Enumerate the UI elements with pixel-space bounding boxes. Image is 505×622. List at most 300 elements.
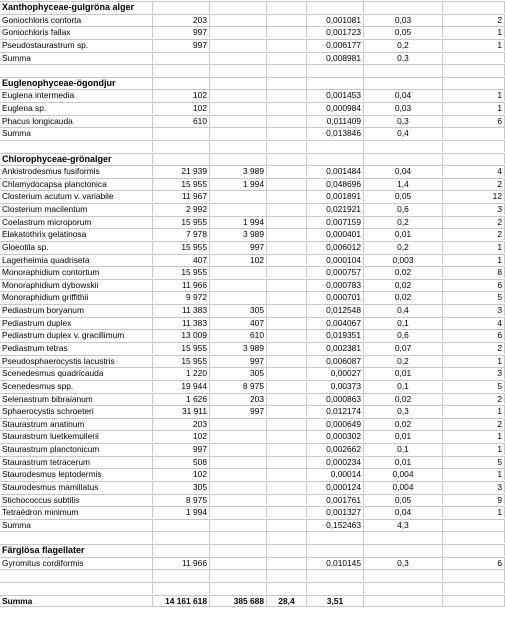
cell[interactable] — [0, 65, 152, 76]
cell[interactable]: 2 — [442, 15, 505, 26]
cell[interactable]: 1 — [442, 90, 505, 101]
cell[interactable] — [209, 482, 266, 493]
cell[interactable]: 0,6 — [363, 204, 442, 215]
cell[interactable] — [266, 305, 306, 316]
cell[interactable] — [266, 128, 306, 139]
cell[interactable] — [209, 154, 266, 165]
cell[interactable]: 1 — [442, 27, 505, 38]
cell[interactable]: 0,001891 — [306, 191, 363, 202]
cell[interactable]: 2 — [442, 419, 505, 430]
cell[interactable] — [363, 583, 442, 594]
cell[interactable] — [306, 570, 363, 581]
cell[interactable]: 1 — [442, 406, 505, 417]
cell[interactable] — [152, 570, 209, 581]
cell[interactable]: 11 383 — [152, 318, 209, 329]
cell[interactable] — [442, 583, 505, 594]
cell[interactable]: 0,006177 — [306, 40, 363, 51]
cell[interactable]: 0,02 — [363, 280, 442, 291]
cell[interactable] — [266, 343, 306, 354]
cell[interactable]: 6 — [442, 280, 505, 291]
cell[interactable]: Tetraëdron minimum — [2, 507, 79, 518]
cell[interactable] — [266, 204, 306, 215]
cell[interactable] — [266, 520, 306, 531]
cell[interactable]: 0,001327 — [306, 507, 363, 518]
cell[interactable] — [306, 583, 363, 594]
cell[interactable] — [442, 570, 505, 581]
cell[interactable] — [266, 558, 306, 569]
cell[interactable] — [209, 267, 266, 278]
cell[interactable] — [266, 65, 306, 76]
cell[interactable]: 0,00014 — [306, 469, 363, 480]
cell[interactable]: 3 — [442, 204, 505, 215]
cell[interactable] — [266, 457, 306, 468]
cell[interactable] — [266, 15, 306, 26]
cell[interactable]: Goniochloris contorta — [2, 14, 82, 25]
cell[interactable]: 0,002662 — [306, 444, 363, 455]
cell[interactable]: Staurodesmus leptodermis — [2, 469, 102, 480]
cell[interactable]: Monoraphidium dybowskii — [2, 279, 99, 290]
cell[interactable] — [152, 53, 209, 64]
cell[interactable] — [363, 545, 442, 556]
cell[interactable] — [209, 469, 266, 480]
cell[interactable] — [363, 570, 442, 581]
cell[interactable] — [442, 53, 505, 64]
cell[interactable]: 0,2 — [363, 242, 442, 253]
cell[interactable]: 997 — [209, 356, 266, 367]
cell[interactable] — [209, 570, 266, 581]
cell[interactable]: 14 161 618 — [152, 596, 209, 606]
cell[interactable] — [152, 65, 209, 76]
cell[interactable]: Closterium acutum v. variabile — [2, 191, 114, 202]
cell[interactable]: 8 975 — [209, 381, 266, 392]
cell[interactable] — [442, 532, 505, 543]
cell[interactable]: 0,04 — [363, 90, 442, 101]
cell[interactable]: Euglena intermedia — [2, 90, 75, 101]
cell[interactable] — [209, 40, 266, 51]
cell[interactable] — [209, 558, 266, 569]
cell[interactable]: Lagerheimia quadriseta — [2, 254, 90, 265]
cell[interactable]: 0,048696 — [306, 179, 363, 190]
cell[interactable]: 102 — [152, 431, 209, 442]
cell[interactable]: Selenastrum bibraianum — [2, 393, 93, 404]
cell[interactable]: 0,006012 — [306, 242, 363, 253]
cell[interactable]: 1 — [442, 444, 505, 455]
cell[interactable]: 15 955 — [152, 179, 209, 190]
cell[interactable] — [442, 78, 505, 89]
cell[interactable] — [152, 532, 209, 543]
cell[interactable]: 0,01 — [363, 229, 442, 240]
cell[interactable]: 0,07 — [363, 343, 442, 354]
cell[interactable]: 5 — [442, 381, 505, 392]
cell[interactable]: 102 — [152, 469, 209, 480]
cell[interactable] — [209, 457, 266, 468]
cell[interactable]: Staurastrum tetracerum — [2, 456, 90, 467]
cell[interactable] — [152, 141, 209, 152]
cell[interactable] — [363, 65, 442, 76]
cell[interactable]: 0,02 — [363, 267, 442, 278]
cell[interactable]: 15 955 — [152, 217, 209, 228]
cell[interactable]: 1 — [442, 40, 505, 51]
cell[interactable] — [266, 191, 306, 202]
cell[interactable]: 2 — [442, 229, 505, 240]
cell[interactable] — [209, 431, 266, 442]
cell[interactable]: Summa — [2, 519, 31, 530]
cell[interactable]: 3,51 — [306, 596, 363, 606]
cell[interactable]: 2 992 — [152, 204, 209, 215]
cell[interactable]: 0,004067 — [306, 318, 363, 329]
cell[interactable] — [306, 532, 363, 543]
cell[interactable] — [442, 128, 505, 139]
cell[interactable]: 1,4 — [363, 179, 442, 190]
cell[interactable]: 13 009 — [152, 330, 209, 341]
cell[interactable]: 0,4 — [363, 305, 442, 316]
cell[interactable]: 305 — [209, 368, 266, 379]
cell[interactable] — [363, 532, 442, 543]
cell[interactable] — [209, 280, 266, 291]
cell[interactable]: 997 — [152, 444, 209, 455]
cell[interactable]: 407 — [152, 255, 209, 266]
cell[interactable]: Summa — [2, 595, 33, 606]
cell[interactable]: 3 989 — [209, 166, 266, 177]
cell[interactable]: Phacus longicauda — [2, 115, 73, 126]
cell[interactable]: 9 — [442, 495, 505, 506]
cell[interactable]: 0,01 — [363, 368, 442, 379]
cell[interactable] — [209, 103, 266, 114]
cell[interactable]: 0,3 — [363, 406, 442, 417]
cell[interactable]: 0,6 — [363, 330, 442, 341]
cell[interactable]: 0,012548 — [306, 305, 363, 316]
cell[interactable] — [0, 532, 152, 543]
cell[interactable] — [442, 545, 505, 556]
cell[interactable]: 0,004 — [363, 469, 442, 480]
cell[interactable] — [209, 27, 266, 38]
cell[interactable]: 15 955 — [152, 356, 209, 367]
cell[interactable]: 0,001453 — [306, 90, 363, 101]
cell[interactable]: Monoraphidium griffithii — [2, 292, 89, 303]
cell[interactable] — [363, 596, 442, 606]
cell[interactable]: 203 — [152, 15, 209, 26]
cell[interactable]: 0,1 — [363, 381, 442, 392]
cell[interactable]: 0,010145 — [306, 558, 363, 569]
cell[interactable] — [152, 78, 209, 89]
cell[interactable]: 0,013846 — [306, 128, 363, 139]
cell[interactable]: 0,2 — [363, 356, 442, 367]
cell[interactable]: Coelastrum microporum — [2, 216, 92, 227]
cell[interactable]: Summa — [2, 128, 31, 139]
cell[interactable]: 0,4 — [363, 128, 442, 139]
cell[interactable]: 3 989 — [209, 229, 266, 240]
cell[interactable] — [266, 280, 306, 291]
cell[interactable] — [209, 292, 266, 303]
cell[interactable] — [209, 507, 266, 518]
cell[interactable] — [209, 116, 266, 127]
cell[interactable]: 0,1 — [363, 444, 442, 455]
cell[interactable]: Euglenophyceae-ögondjur — [2, 77, 116, 88]
cell[interactable]: Pediastrum boryanum — [2, 305, 84, 316]
cell[interactable]: 11 966 — [152, 280, 209, 291]
cell[interactable]: Gloeotila sp. — [2, 241, 49, 252]
cell[interactable]: Stichococcus subtilis — [2, 494, 80, 505]
cell[interactable] — [266, 154, 306, 165]
cell[interactable]: 997 — [152, 27, 209, 38]
cell[interactable]: 11 967 — [152, 191, 209, 202]
cell[interactable] — [266, 27, 306, 38]
cell[interactable]: 15 955 — [152, 242, 209, 253]
cell[interactable]: 1 994 — [152, 507, 209, 518]
cell[interactable]: 11 966 — [152, 558, 209, 569]
cell[interactable] — [209, 141, 266, 152]
cell[interactable] — [266, 90, 306, 101]
cell[interactable]: 102 — [152, 103, 209, 114]
cell[interactable] — [0, 583, 152, 594]
cell[interactable]: 3 — [442, 305, 505, 316]
cell[interactable] — [266, 381, 306, 392]
cell[interactable]: 0,021921 — [306, 204, 363, 215]
cell[interactable]: 6 — [442, 558, 505, 569]
cell[interactable]: 19 944 — [152, 381, 209, 392]
cell[interactable]: 4 — [442, 318, 505, 329]
cell[interactable]: 0,3 — [363, 53, 442, 64]
cell[interactable] — [266, 532, 306, 543]
cell[interactable]: 0,000302 — [306, 431, 363, 442]
cell[interactable] — [363, 141, 442, 152]
cell[interactable]: 1 994 — [209, 217, 266, 228]
cell[interactable] — [363, 154, 442, 165]
cell[interactable]: 0,2 — [363, 217, 442, 228]
cell[interactable] — [209, 53, 266, 64]
cell[interactable]: Staurastrum anatinum — [2, 418, 85, 429]
cell[interactable]: 6 — [442, 330, 505, 341]
cell[interactable]: 0,05 — [363, 495, 442, 506]
cell[interactable]: Summa — [2, 52, 31, 63]
cell[interactable] — [266, 78, 306, 89]
cell[interactable] — [442, 141, 505, 152]
cell[interactable]: Sphaerocystis schroeteri — [2, 406, 94, 417]
cell[interactable] — [442, 65, 505, 76]
cell[interactable]: 1 — [442, 103, 505, 114]
cell[interactable] — [266, 141, 306, 152]
cell[interactable]: Scenedesmus spp. — [2, 380, 74, 391]
cell[interactable] — [266, 583, 306, 594]
cell[interactable]: 28,4 — [266, 596, 306, 606]
cell[interactable]: 102 — [209, 255, 266, 266]
cell[interactable]: 1 — [442, 507, 505, 518]
cell[interactable]: 0,01 — [363, 431, 442, 442]
cell[interactable] — [152, 545, 209, 556]
cell[interactable] — [266, 444, 306, 455]
cell[interactable] — [266, 570, 306, 581]
cell[interactable]: 508 — [152, 457, 209, 468]
cell[interactable]: 0,01 — [363, 457, 442, 468]
cell[interactable] — [306, 154, 363, 165]
cell[interactable] — [209, 583, 266, 594]
cell[interactable]: 305 — [209, 305, 266, 316]
cell[interactable]: Xanthophyceae-gulgröna alger — [2, 2, 135, 12]
cell[interactable] — [209, 191, 266, 202]
cell[interactable]: Closterium macilentum — [2, 204, 88, 215]
cell[interactable] — [266, 166, 306, 177]
cell[interactable]: 0,05 — [363, 191, 442, 202]
cell[interactable]: 1 994 — [209, 179, 266, 190]
cell[interactable] — [152, 583, 209, 594]
cell[interactable] — [209, 444, 266, 455]
cell[interactable]: 203 — [209, 394, 266, 405]
cell[interactable]: 0,004 — [363, 482, 442, 493]
cell[interactable]: 0,03 — [363, 15, 442, 26]
cell[interactable]: 0,1 — [363, 318, 442, 329]
cell[interactable] — [266, 406, 306, 417]
cell[interactable]: 0,001761 — [306, 495, 363, 506]
cell[interactable]: 385 688 — [209, 596, 266, 606]
cell[interactable] — [266, 292, 306, 303]
cell[interactable] — [152, 154, 209, 165]
cell[interactable]: 102 — [152, 90, 209, 101]
cell[interactable] — [266, 545, 306, 556]
cell[interactable] — [266, 242, 306, 253]
cell[interactable]: 0,04 — [363, 507, 442, 518]
cell[interactable]: 2 — [442, 394, 505, 405]
cell[interactable] — [209, 2, 266, 13]
cell[interactable]: 1 220 — [152, 368, 209, 379]
cell[interactable] — [0, 570, 152, 581]
cell[interactable] — [306, 65, 363, 76]
cell[interactable]: 610 — [152, 116, 209, 127]
cell[interactable]: 0,000234 — [306, 457, 363, 468]
cell[interactable] — [306, 141, 363, 152]
cell[interactable]: 0,000649 — [306, 419, 363, 430]
cell[interactable] — [266, 394, 306, 405]
cell[interactable]: 0,2 — [363, 40, 442, 51]
cell[interactable]: Gyromitus cordiformis — [2, 557, 84, 568]
cell[interactable] — [306, 545, 363, 556]
cell[interactable]: Elakatothrix gelatinosa — [2, 229, 87, 240]
cell[interactable]: Staurastrum luetkemullerii — [2, 431, 99, 442]
cell[interactable]: 0,007159 — [306, 217, 363, 228]
cell[interactable]: 0,02 — [363, 394, 442, 405]
cell[interactable] — [209, 78, 266, 89]
cell[interactable]: 6 — [442, 116, 505, 127]
cell[interactable]: 0,000757 — [306, 267, 363, 278]
cell[interactable]: 3 — [442, 368, 505, 379]
cell[interactable] — [442, 596, 505, 606]
cell[interactable] — [209, 90, 266, 101]
cell[interactable]: 3 989 — [209, 343, 266, 354]
cell[interactable]: 0,012174 — [306, 406, 363, 417]
cell[interactable]: 3 — [442, 482, 505, 493]
cell[interactable]: 0,000401 — [306, 229, 363, 240]
cell[interactable] — [266, 330, 306, 341]
cell[interactable]: 0,008981 — [306, 53, 363, 64]
cell[interactable] — [152, 2, 209, 13]
cell[interactable]: 1 626 — [152, 394, 209, 405]
cell[interactable]: 2 — [442, 179, 505, 190]
cell[interactable]: 0,000104 — [306, 255, 363, 266]
cell[interactable]: 0,02 — [363, 419, 442, 430]
cell[interactable]: 15 955 — [152, 267, 209, 278]
cell[interactable] — [266, 431, 306, 442]
cell[interactable] — [266, 267, 306, 278]
cell[interactable]: 0,011409 — [306, 116, 363, 127]
cell[interactable]: 0,04 — [363, 166, 442, 177]
cell[interactable] — [209, 128, 266, 139]
cell[interactable]: 7 978 — [152, 229, 209, 240]
cell[interactable]: 997 — [152, 40, 209, 51]
cell[interactable] — [266, 469, 306, 480]
cell[interactable]: 0,001484 — [306, 166, 363, 177]
cell[interactable]: 203 — [152, 419, 209, 430]
cell[interactable] — [266, 103, 306, 114]
cell[interactable]: 0,152463 — [306, 520, 363, 531]
cell[interactable] — [209, 15, 266, 26]
cell[interactable] — [266, 40, 306, 51]
cell[interactable] — [306, 78, 363, 89]
cell[interactable] — [266, 495, 306, 506]
cell[interactable]: 0,006087 — [306, 356, 363, 367]
cell[interactable] — [266, 482, 306, 493]
cell[interactable] — [266, 419, 306, 430]
cell[interactable]: 0,3 — [363, 558, 442, 569]
cell[interactable] — [266, 318, 306, 329]
cell[interactable]: Pediastrum duplex v. gracillimum — [2, 330, 125, 341]
cell[interactable]: 15 955 — [152, 343, 209, 354]
cell[interactable]: 0,000124 — [306, 482, 363, 493]
cell[interactable]: Pediastrum tetras — [2, 343, 68, 353]
cell[interactable]: 1 — [442, 356, 505, 367]
cell[interactable] — [209, 532, 266, 543]
cell[interactable] — [266, 217, 306, 228]
cell[interactable]: 997 — [209, 406, 266, 417]
cell[interactable]: Scenedesmus quadricauda — [2, 368, 104, 379]
cell[interactable]: 0,00373 — [306, 381, 363, 392]
cell[interactable]: 8 — [442, 267, 505, 278]
cell[interactable]: 0,000783 — [306, 280, 363, 291]
cell[interactable] — [266, 255, 306, 266]
cell[interactable] — [266, 53, 306, 64]
cell[interactable] — [306, 2, 363, 13]
cell[interactable]: 1 — [442, 469, 505, 480]
cell[interactable]: 0,001081 — [306, 15, 363, 26]
cell[interactable] — [152, 128, 209, 139]
cell[interactable]: 610 — [209, 330, 266, 341]
cell[interactable] — [209, 495, 266, 506]
cell[interactable] — [266, 229, 306, 240]
cell[interactable]: 0,000984 — [306, 103, 363, 114]
cell[interactable]: 1 — [442, 242, 505, 253]
cell[interactable]: 0,02 — [363, 292, 442, 303]
cell[interactable]: Chlamydocapsa planctonica — [2, 178, 107, 189]
cell[interactable]: 1 — [442, 431, 505, 442]
cell[interactable]: Monoraphidium contortum — [2, 267, 100, 278]
cell[interactable]: 997 — [209, 242, 266, 253]
cell[interactable]: 305 — [152, 482, 209, 493]
cell[interactable]: 0,03 — [363, 103, 442, 114]
cell[interactable]: 0,000863 — [306, 394, 363, 405]
cell[interactable]: Pediastrum duplex — [2, 317, 72, 328]
cell[interactable] — [363, 78, 442, 89]
cell[interactable] — [209, 204, 266, 215]
cell[interactable] — [363, 2, 442, 13]
cell[interactable]: 1 — [442, 255, 505, 266]
cell[interactable]: 11 383 — [152, 305, 209, 316]
cell[interactable]: 4 — [442, 166, 505, 177]
cell[interactable] — [442, 520, 505, 531]
cell[interactable]: Staurastrum planctonicum — [2, 444, 100, 455]
cell[interactable] — [442, 2, 505, 13]
cell[interactable]: 9 972 — [152, 292, 209, 303]
cell[interactable]: 0,3 — [363, 116, 442, 127]
cell[interactable]: 12 — [442, 191, 505, 202]
cell[interactable]: 0,00027 — [306, 368, 363, 379]
